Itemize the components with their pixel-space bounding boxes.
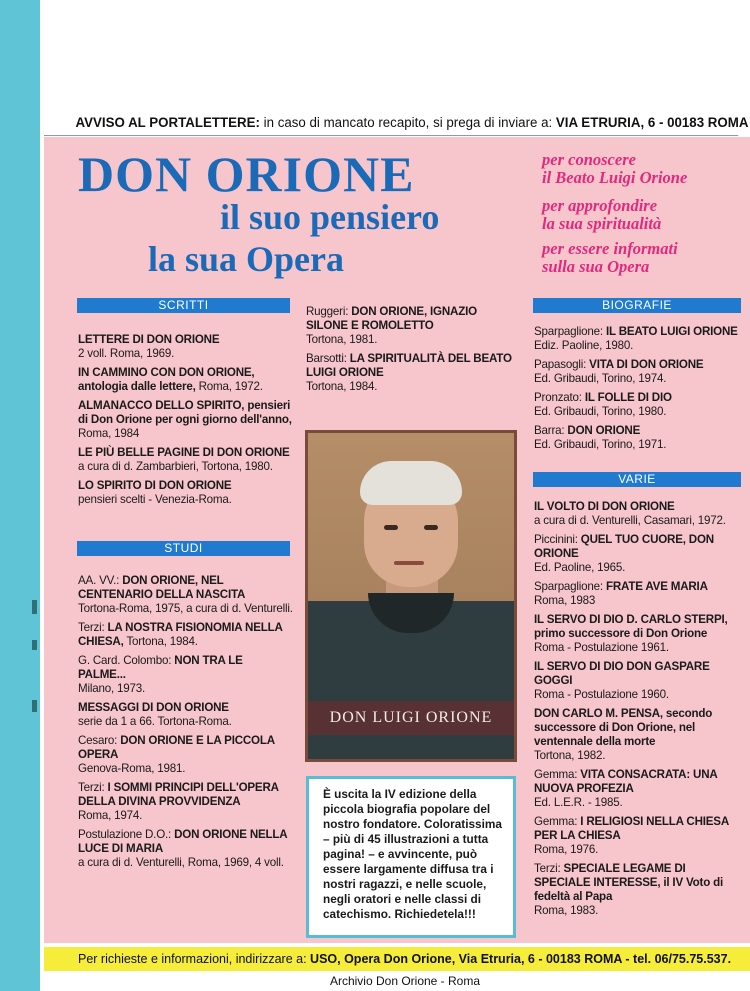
studi-entry [78,828,293,870]
page-title: DON ORIONE [78,146,415,202]
entry-details: serie da 1 a 66. Tortona-Roma. [78,715,232,728]
entry-details: Ed. Gribaudi, Torino, 1974. [534,372,667,385]
tagline-2 [542,197,661,233]
entry-title: DON CARLO M. PENSA, secondo successore di Don Orione, nel ventennale della morte [534,707,713,748]
varie-entry [534,768,744,810]
entry-details: Ed. Paoline, 1965. [534,561,626,574]
entry-title: NON TRA LE PALME... [78,654,243,681]
entry-title: FRATE AVE MARIA [605,580,708,593]
title-line-2: il suo pensiero [220,197,440,237]
entry-title: DON ORIONE E LA PICCOLA OPERA [78,734,275,761]
entry-details: Tortona, 1982. [534,749,606,762]
section-band-studi: STUDI [77,541,290,556]
tagline-2-a: per approfondire [542,196,658,215]
contact-prefix: Per richieste e informazioni, indirizzare a: [78,952,311,966]
entry-details: Tortona-Roma, 1975, a cura di d. Venturelli. [78,602,293,615]
studi-entry [78,781,293,823]
entry-title: QUEL TUO CUORE, DON ORIONE [534,533,714,560]
entry-author: Barra: [534,424,568,437]
portrait-photo [308,433,514,759]
entry-title: IL VOLTO DI DON ORIONE [534,500,675,513]
scritti-entry [78,399,293,441]
tagline-2-b: la sua spiritualità [542,214,662,233]
entry-details: Ed. Gribaudi, Torino, 1980. [534,405,667,418]
section-band-biografie: BIOGRAFIE [533,298,741,313]
varie-list [534,500,744,923]
portrait-caption: DON LUIGI ORIONE [308,701,514,735]
entry-title: IL FOLLE DI DIO [584,391,672,404]
entry-details: 2 voll. Roma, 1969. [78,347,175,360]
entry-details: Milano, 1973. [78,682,146,695]
varie-entry [534,580,744,608]
entry-title: IN CAMMINO CON DON ORIONE, antologia dalle lettere, [78,366,255,393]
entry-title: SPECIALE LEGAME DI SPECIALE INTERESSE, il IV Voto di fedeltà al Papa [534,862,724,903]
strip-mark [32,640,37,650]
scritti-entry [78,446,293,474]
entry-details: Roma - Postulazione 1961. [534,641,669,654]
entry-details: Roma, 1972. [195,380,263,393]
entry-details: Roma, 1976. [534,843,599,856]
entry-title: VITA DI DON ORIONE [589,358,704,371]
title-line-3: la sua Opera [148,239,345,279]
entry-author: Gemma: [534,815,581,828]
entry-details: a cura di d. Venturelli, Roma, 1969, 4 voll. [78,856,284,869]
entry-author: Pronzato: [534,391,585,404]
entry-details: Roma - Postulazione 1960. [534,688,669,701]
entry-title: LETTERE DI DON ORIONE [78,333,220,346]
studi-list [78,574,293,875]
entry-details: Roma, 1974. [78,809,143,822]
entry-author: Terzi: [534,862,564,875]
entry-author: Gemma: [534,768,581,781]
strip-mark [32,700,37,712]
cyan-side-strip [0,0,40,991]
tagline-1 [542,151,687,187]
entry-title: I SOMMI PRINCIPI DELL'OPERA DELLA DIVINA PROVVIDENZA [78,781,279,808]
tagline-3-b: sulla sua Opera [542,257,650,276]
archive-footer: Archivio Don Orione - Roma [329,974,481,988]
entry-author: Terzi: [78,781,108,794]
entry-author: Papasogli: [534,358,590,371]
notice-address: VIA ETRURIA, 6 - 00183 ROMA [555,115,749,130]
entry-details: Tortona, 1981. [306,333,378,346]
entry-author: Terzi: [78,621,108,634]
entry-details: Ed. L.E.R. - 1985. [534,796,623,809]
entry-author: Sparpaglione: [534,325,606,338]
entry-details: pensieri scelti - Venezia-Roma. [78,493,232,506]
studi-entry [78,654,293,696]
tagline-1-a: per conoscere [542,150,636,169]
new-edition-box: È uscita la IV edizione della piccola biografia popolare del nostro fondatore. Coloratissima – più di 45 illustrazioni a tutta pagina! – e avvincente, può essere largamente diffusa tra i nostri ragazzi, e nelle scuole, negli oratori e nelle classi di catechismo. Richiedetela!!! [306,776,516,938]
scritti-entry [78,366,293,394]
scritti-list [78,333,293,512]
entry-details: Ed. Gribaudi, Torino, 1971. [534,438,667,451]
varie-entry [534,660,744,702]
section-band-varie: VARIE [533,472,741,487]
tagline-3-a: per essere informati [542,239,678,258]
entry-author: Sparpaglione: [534,580,606,593]
biografie-list [534,325,744,457]
entry-details: Ediz. Paoline, 1980. [534,339,634,352]
entry-details: Genova-Roma, 1981. [78,762,186,775]
top-margin [40,0,750,110]
portrait-mouth [394,561,424,565]
notice-text: in caso di mancato recapito, si prega di inviare a: [259,115,556,130]
entry-title: LA SPIRITUALITÀ DEL BEATO LUIGI ORIONE [306,352,512,379]
varie-entry [534,815,744,857]
strip-mark [32,600,37,614]
entry-author: G. Card. Colombo: [78,654,175,667]
entry-details: Roma, 1984 [78,427,140,440]
entry-title: VITA CONSACRATA: UNA NUOVA PROFEZIA [534,768,718,795]
scritti-entry [78,333,293,361]
middle-entry [306,305,521,347]
entry-title: DON ORIONE NELLA LUCE DI MARIA [78,828,288,855]
entry-details: a cura di d. Venturelli, Casamari, 1972. [534,514,726,527]
entry-author: Postulazione D.O.: [78,828,175,841]
tagline-3 [542,240,678,276]
entry-details: Tortona, 1984. [306,380,378,393]
entry-author: Piccinini: [534,533,581,546]
entry-title: ALMANACCO DELLO SPIRITO, pensieri di Don Orione per ogni giorno dell'anno, [78,399,292,426]
studi-entry [78,701,293,729]
varie-entry [534,533,744,575]
portrait-hair [360,461,462,505]
entry-details: Tortona, 1984. [123,635,198,648]
studi-entry [78,621,293,649]
entry-title: IL SERVO DI DIO D. CARLO STERPI, primo successore di Don Orione [534,613,728,640]
entry-title: DON ORIONE, NEL CENTENARIO DELLA NASCITA [78,574,246,601]
entry-title: DON ORIONE [567,424,641,437]
entry-author: AA. VV.: [78,574,123,587]
entry-author: Barsotti: [306,352,350,365]
portrait-eye [384,525,398,530]
portrait-eye [424,525,438,530]
entry-author: Ruggeri: [306,305,352,318]
notice-label: AVVISO AL PORTALETTERE: [75,115,260,130]
contact-address: USO, Opera Don Orione, Via Etruria, 6 - 00183 ROMA - tel. 06/75.75.537. [310,952,732,966]
entry-title: LO SPIRITO DI DON ORIONE [78,479,232,492]
middle-entry [306,352,521,394]
studi-entry [78,734,293,776]
studi-entry [78,574,293,616]
entry-author: Cesaro: [78,734,121,747]
biografie-entry [534,424,744,452]
portrait-frame [305,430,517,762]
entry-title: IL SERVO DI DIO DON GASPARE GOGGI [534,660,710,687]
entry-title: IL BEATO LUIGI ORIONE [605,325,738,338]
entry-title: LA NOSTRA FISIONOMIA NELLA CHIESA, [78,621,283,648]
entry-title: MESSAGGI DI DON ORIONE [78,701,229,714]
section-band-scritti: SCRITTI [77,298,290,313]
biografie-entry [534,358,744,386]
entry-title: LE PIÙ BELLE PAGINE DI DON ORIONE [78,446,290,459]
entry-title: I RELIGIOSI NELLA CHIESA PER LA CHIESA [534,815,729,842]
varie-entry [534,862,744,918]
entry-details: Roma, 1983 [534,594,596,607]
scritti-entry [78,479,293,507]
varie-entry [534,707,744,763]
varie-entry [534,613,744,655]
varie-entry [534,500,744,528]
entry-details: Roma, 1983. [534,904,599,917]
postman-notice [44,110,749,136]
entry-title: DON ORIONE, IGNAZIO SILONE E ROMOLETTO [306,305,477,332]
contact-bar [44,947,750,971]
middle-list [306,305,521,399]
tagline-1-b: il Beato Luigi Orione [542,168,688,187]
biografie-entry [534,391,744,419]
entry-details: a cura di d. Zambarbieri, Tortona, 1980. [78,460,273,473]
biografie-entry [534,325,744,353]
